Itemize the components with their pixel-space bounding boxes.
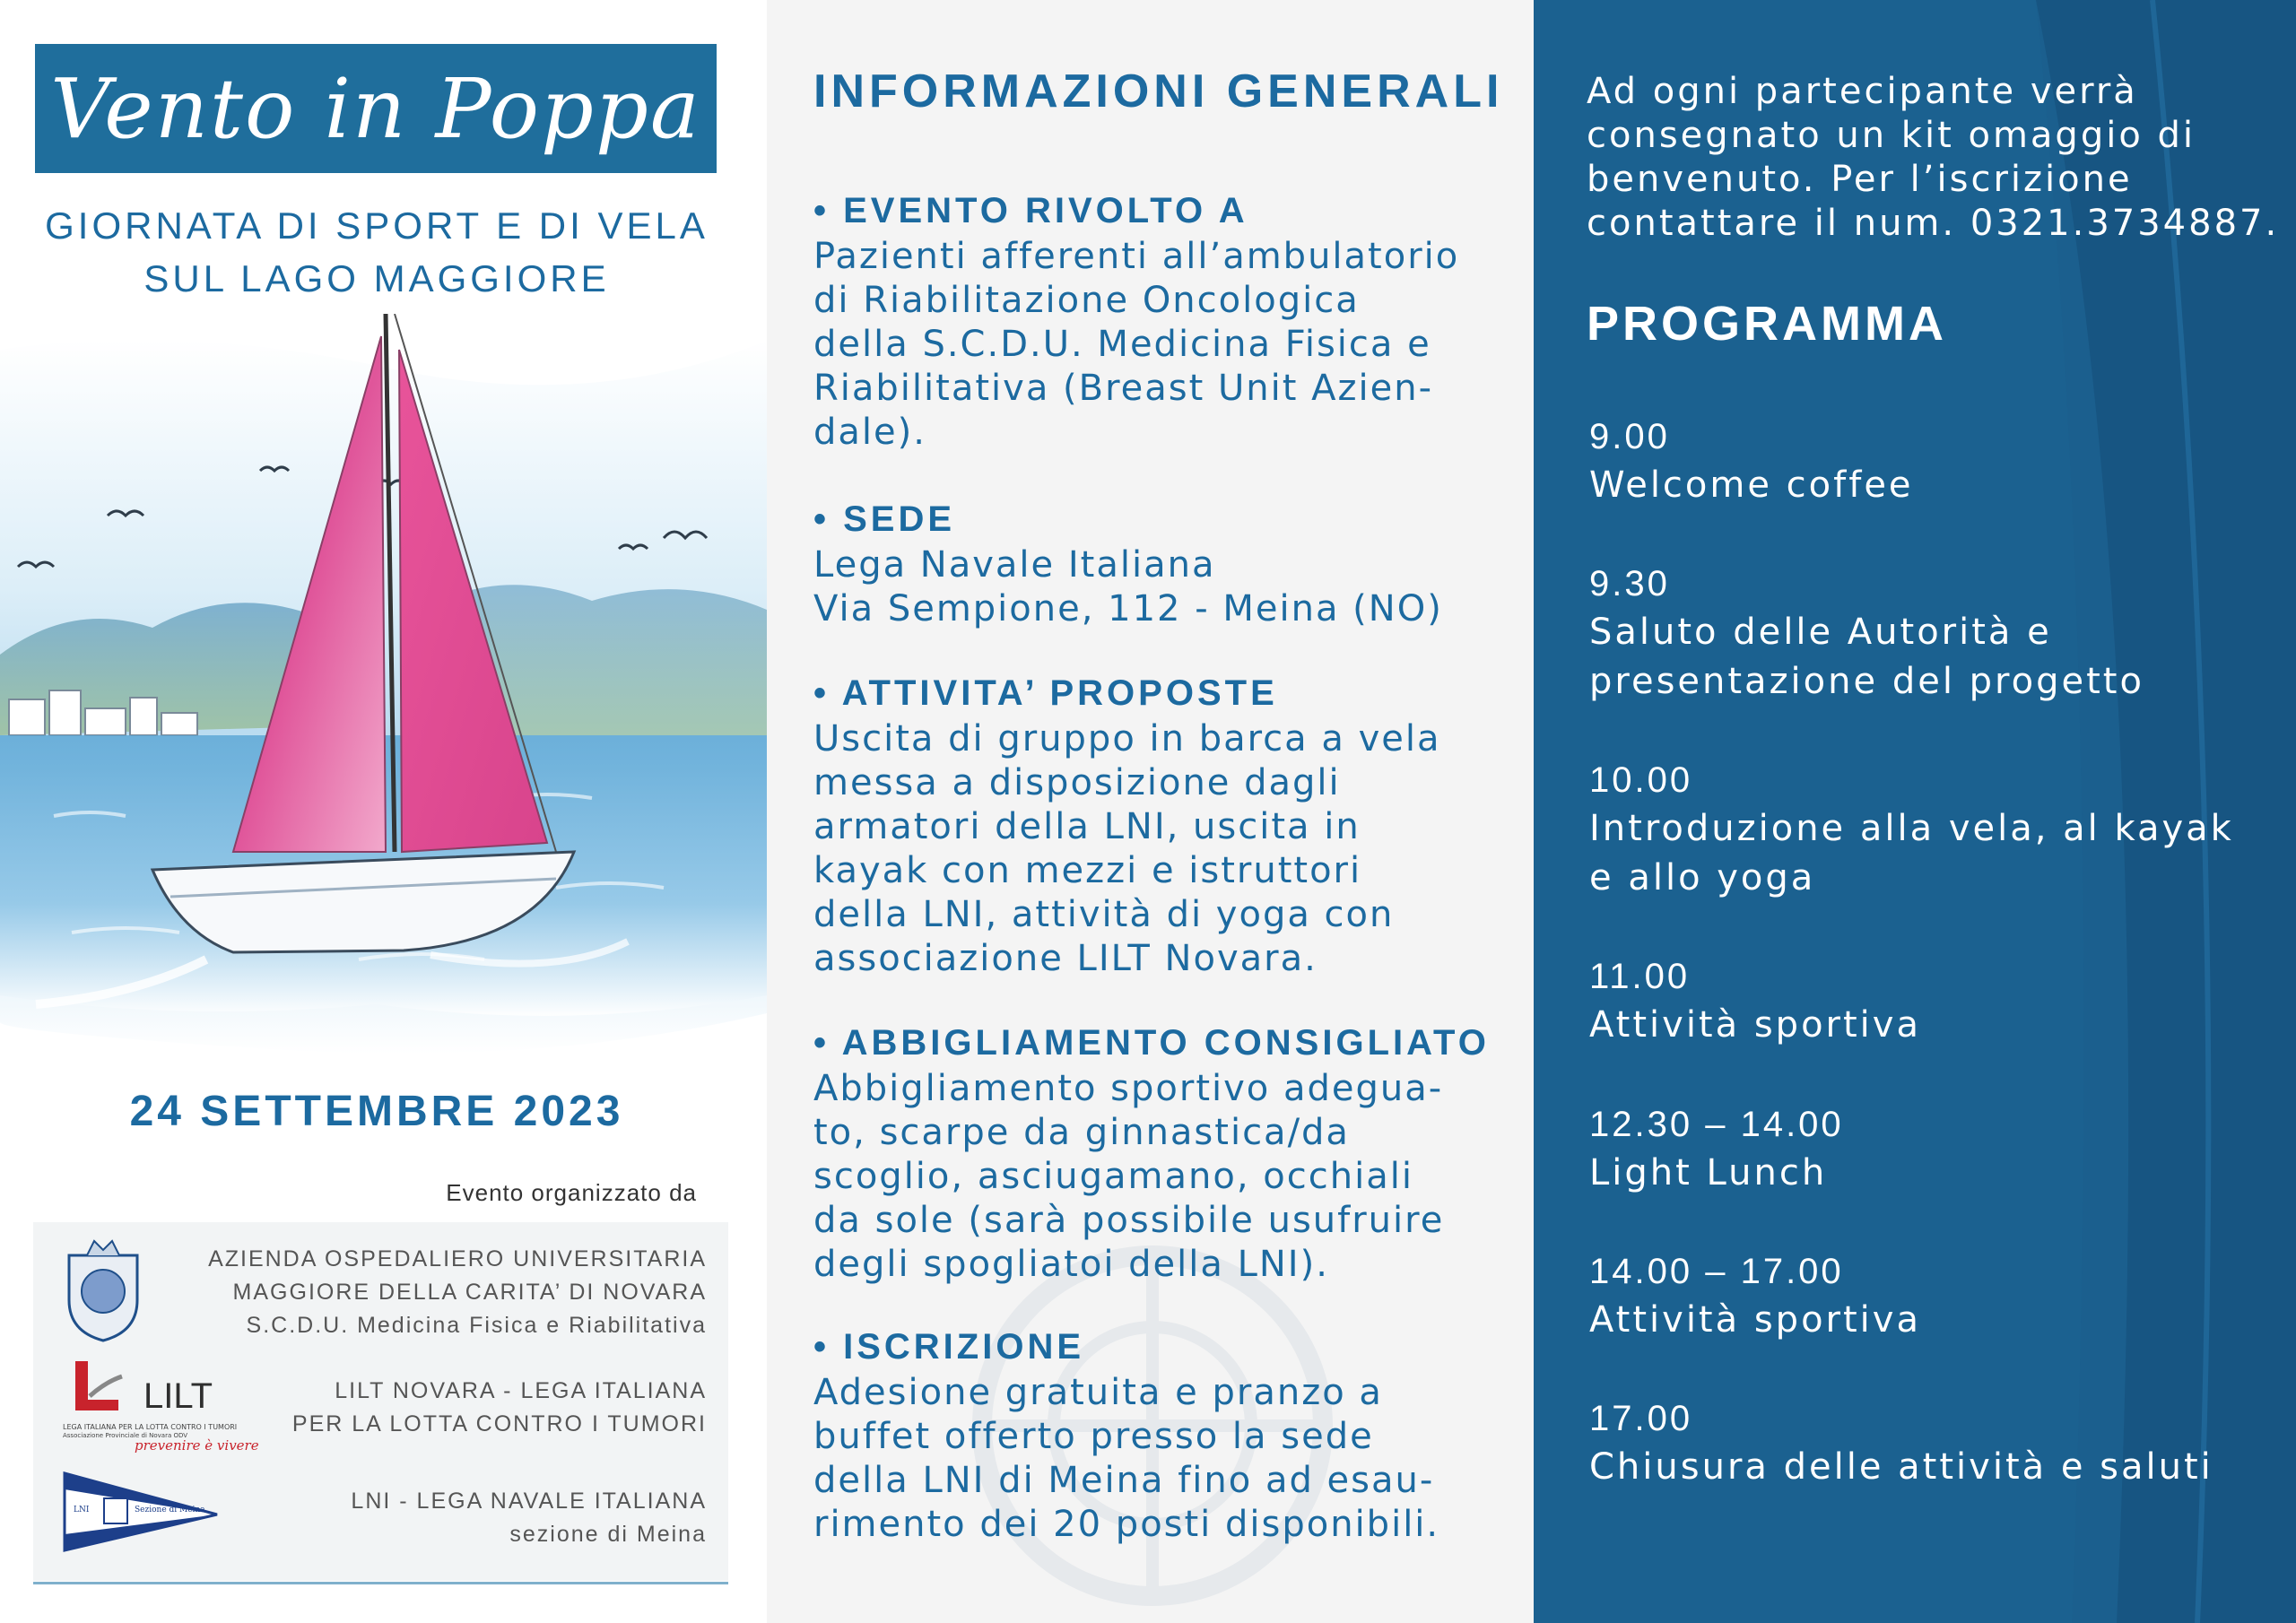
section-line: degli spogliatoi della LNI). <box>813 1244 1329 1285</box>
program-item <box>1589 1247 2271 1345</box>
program-time: 14.00 – 17.00 <box>1589 1252 1844 1291</box>
right-panel <box>1534 0 2296 1623</box>
section-line: Lega Navale Italiana <box>813 544 1216 586</box>
program-time: 11.00 <box>1589 957 1691 996</box>
section-iscrizione <box>813 1323 1513 1547</box>
program-desc-line: e allo yoga <box>1589 857 1816 898</box>
subtitle-line-2: SUL LAGO MAGGIORE <box>144 257 610 299</box>
section-line: della S.C.D.U. Medicina Fisica e <box>813 324 1431 365</box>
program-desc-line: Attività sportiva <box>1589 1004 1921 1046</box>
section-line: armatori della LNI, uscita in <box>813 806 1361 847</box>
middle-panel <box>767 0 1534 1623</box>
program-desc-line: Introduzione alla vela, al kayak <box>1589 808 2234 849</box>
section-line: Riabilitativa (Breast Unit Azien- <box>813 368 1434 409</box>
program-time: 9.30 <box>1589 564 1670 603</box>
lilt-motto: prevenire è vivere <box>135 1437 259 1454</box>
section-title: • ABBIGLIAMENTO CONSIGLIATO <box>813 1023 1490 1063</box>
lilt-symbol-icon <box>63 1357 126 1419</box>
section-body <box>813 717 1513 981</box>
section-line: Via Sempione, 112 - Meina (NO) <box>813 588 1443 629</box>
program-heading: PROGRAMMA <box>1587 297 1947 351</box>
section-line: Abbigliamento sportivo adegua- <box>813 1068 1444 1109</box>
organizer-2-line-2: PER LA LOTTA CONTRO I TUMORI <box>291 1411 707 1436</box>
kit-info-text <box>1587 70 2279 246</box>
section-line: to, scarpe da ginnastica/da <box>813 1112 1350 1153</box>
section-body <box>813 235 1513 455</box>
program-time: 10.00 <box>1589 760 1693 800</box>
program-desc <box>1589 1001 2271 1050</box>
section-line: da sole (sarà possibile usufruire <box>813 1200 1445 1241</box>
program-desc <box>1589 1149 2271 1198</box>
section-abbigliamento <box>813 1019 1513 1287</box>
section-line: della LNI di Meina fino ad esau- <box>813 1460 1435 1501</box>
lni-flag-logo <box>63 1471 220 1552</box>
program-item <box>1589 412 2271 510</box>
intro-line: Ad ogni partecipante verrà <box>1587 71 2138 112</box>
program-desc-line: presentazione del progetto <box>1589 661 2144 702</box>
program-time: 17.00 <box>1589 1399 1693 1438</box>
general-info-heading: INFORMAZIONI GENERALI <box>813 65 1504 117</box>
section-line: Adesione gratuita e pranzo a <box>813 1372 1383 1413</box>
program-desc-line: Attività sportiva <box>1589 1299 1921 1341</box>
organized-by-label: Evento organizzato da <box>446 1179 697 1206</box>
subtitle-line-1: GIORNATA DI SPORT E DI VELA <box>45 204 709 247</box>
organizers-box <box>33 1222 728 1581</box>
organizers-divider <box>33 1582 728 1584</box>
intro-line: contattare il num. 0321.3734887. <box>1587 203 2280 244</box>
organizer-1-line-2: MAGGIORE DELLA CARITA’ DI NOVARA <box>232 1280 707 1305</box>
event-date: 24 SETTEMBRE 2023 <box>129 1088 624 1135</box>
section-title: • ISCRIZIONE <box>813 1327 1085 1367</box>
lilt-logo <box>63 1357 259 1455</box>
section-line: associazione LILT Novara. <box>813 938 1318 979</box>
program-item <box>1589 756 2271 903</box>
program-item <box>1589 1394 2271 1492</box>
organizer-3-text <box>351 1485 707 1551</box>
program-desc-line: Saluto delle Autorità e <box>1589 612 2052 653</box>
program-desc <box>1589 804 2271 903</box>
section-evento-rivolto <box>813 187 1513 455</box>
program-desc-line: Welcome coffee <box>1589 464 1914 506</box>
program-time: 9.00 <box>1589 417 1670 456</box>
section-line: Uscita di gruppo in barca a vela <box>813 718 1441 759</box>
program-desc-line: Chiusura delle attività e saluti <box>1589 1446 2213 1488</box>
section-line: di Riabilitazione Oncologica <box>813 280 1360 321</box>
program-item <box>1589 952 2271 1050</box>
event-title: Vento in Poppa <box>50 60 701 157</box>
section-body <box>813 1371 1513 1547</box>
section-line: messa a disposizione dagli <box>813 762 1341 803</box>
program-desc <box>1589 461 2271 510</box>
hospital-crest-icon <box>60 1237 146 1343</box>
organizer-1-line-3: S.C.D.U. Medicina Fisica e Riabilitativa <box>246 1313 707 1338</box>
program-desc <box>1589 1443 2271 1492</box>
program-desc <box>1589 1296 2271 1345</box>
section-attivita-proposte <box>813 669 1513 981</box>
left-panel <box>0 0 767 1623</box>
lni-flag-left-text: LNI <box>74 1506 90 1515</box>
section-title: • ATTIVITA’ PROPOSTE <box>813 673 1278 713</box>
program-desc-line: Light Lunch <box>1589 1152 1828 1193</box>
section-line: scoglio, asciugamano, occhiali <box>813 1156 1413 1197</box>
organizer-2-line-1: LILT NOVARA - LEGA ITALIANA <box>335 1378 707 1403</box>
program-time: 12.30 – 14.00 <box>1589 1105 1844 1144</box>
organizer-1-line-1: AZIENDA OSPEDALIERO UNIVERSITARIA <box>208 1246 707 1271</box>
program-item <box>1589 1100 2271 1198</box>
organizer-3-line-1: LNI - LEGA NAVALE ITALIANA <box>351 1488 707 1514</box>
lilt-logo-small-text: LEGA ITALIANA PER LA LOTTA CONTRO I TUMORI <box>63 1423 238 1431</box>
title-banner <box>35 44 717 173</box>
intro-line: benvenuto. Per l’iscrizione <box>1587 159 2133 200</box>
section-body <box>813 543 1513 631</box>
section-line: kayak con mezzi e istruttori <box>813 850 1362 891</box>
program-desc <box>1589 608 2271 707</box>
section-line: della LNI, attività di yoga con <box>813 894 1395 935</box>
section-line: Pazienti afferenti all’ambulatorio <box>813 236 1460 277</box>
section-sede <box>813 495 1513 631</box>
section-line: dale). <box>813 412 926 453</box>
section-title: • SEDE <box>813 499 956 539</box>
section-title: • EVENTO RIVOLTO A <box>813 191 1248 230</box>
organizer-1-text <box>208 1243 707 1342</box>
organizer-3-line-2: sezione di Meina <box>509 1522 707 1547</box>
section-body <box>813 1067 1513 1287</box>
section-line: rimento dei 20 posti disponibili. <box>813 1504 1440 1545</box>
sailboat-illustration <box>0 314 767 1067</box>
lilt-logo-text: LILT <box>144 1376 213 1416</box>
lilt-logo-small-text-2: Associazione Provinciale di Novara ODV <box>63 1432 188 1439</box>
lni-flag-right-text: Sezione di Meina <box>135 1506 205 1515</box>
program-item <box>1589 560 2271 707</box>
section-line: buffet offerto presso la sede <box>813 1416 1374 1457</box>
organizer-2-text <box>292 1375 707 1441</box>
intro-line: consegnato un kit omaggio di <box>1587 115 2196 156</box>
